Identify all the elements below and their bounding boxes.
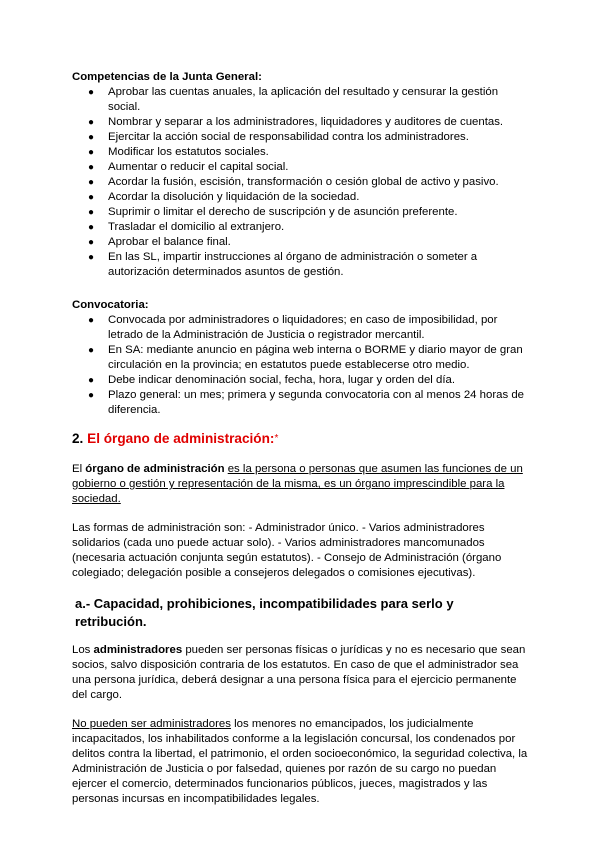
list-item-text: Suprimir o limitar el derecho de suscripción y de asunción preferente. (108, 206, 458, 218)
section-number: 2. (72, 431, 84, 446)
paragraph-organo-definition (72, 462, 528, 507)
list-item-text: Debe indicar denominación social, fecha, hora, lugar y orden del día. (108, 374, 455, 386)
paragraph-administradores (72, 643, 528, 703)
junta-heading: Competencias de la Junta General: (72, 71, 262, 83)
paragraph-formas-administracion: Las formas de administración son: - Administrador único. - Varios administradores solidarios (cada uno puede actuar solo). - Varios administradores mancomunados (necesaria actuación conjunta según estatutos). - Consejo de Administración (órgano colegiado; delegación posible a consejeros delegados o comisiones ejecutivas). (72, 522, 502, 579)
section-2-heading (72, 430, 528, 448)
asterisk-mark: * (274, 433, 279, 444)
subsection-a-heading: a.- Capacidad, prohibiciones, incompatibilidades para serlo y retribución. (75, 596, 454, 629)
list-item (72, 388, 528, 418)
list-item (72, 130, 528, 145)
bullet-icon: ● (88, 222, 95, 233)
para1-underlined-definition: es la persona o personas que asumen las funciones de un gobierno o gestión y representación de la misma, es un órgano imprescindible para la sociedad. (72, 463, 523, 505)
bullet-icon: ● (88, 177, 95, 188)
para3-bold-term: administradores (93, 644, 183, 656)
bullet-icon: ● (88, 252, 95, 263)
bullet-icon: ● (88, 345, 95, 356)
para3-rest: pueden ser personas físicas o jurídicas y no es necesario que sean socios, salvo disposición contraria de los estatutos. En caso de que el administrador sea una persona jurídica, deberá designar a una persona física para el ejercicio permanente del cargo. (72, 644, 526, 701)
list-item (72, 373, 528, 388)
list-item (72, 115, 528, 130)
list-item-text: Convocada por administradores o liquidadores; en caso de imposibilidad, por letrado de la Administración de Justicia o registrador mercantil. (108, 314, 498, 341)
bullet-icon: ● (88, 132, 95, 143)
bullet-icon: ● (88, 390, 95, 401)
bullet-icon: ● (88, 207, 95, 218)
list-item (72, 175, 528, 190)
list-item-text: Aumentar o reducir el capital social. (108, 161, 289, 173)
para4-rest: los menores no emancipados, los judicialmente incapacitados, los inhabilitados conforme a la legislación concursal, los condenados por delitos contra la libertad, el patrimonio, el orden socioeconómico, la seguridad colectiva, la Administración de Justicia o por falsedad, quienes por razón de su cargo no puedan ejercer el comercio, determinados funcionarios públicos, jueces, magistrados y las personas incursas en incompatibilidades legales. (72, 718, 528, 805)
list-item-text: Modificar los estatutos sociales. (108, 146, 269, 158)
list-item (72, 220, 528, 235)
list-item (72, 160, 528, 175)
para4-underlined-lead: No pueden ser administradores (72, 718, 231, 730)
list-item-text: Plazo general: un mes; primera y segunda convocatoria con al menos 24 horas de diferencia. (108, 389, 524, 416)
list-item (72, 85, 528, 115)
convocatoria-list (72, 313, 528, 418)
document-content (72, 70, 528, 807)
list-item-text: Nombrar y separar a los administradores, liquidadores y auditores de cuentas. (108, 116, 504, 128)
bullet-icon: ● (88, 237, 95, 248)
bullet-icon: ● (88, 117, 95, 128)
list-item-text: Ejercitar la acción social de responsabilidad contra los administradores. (108, 131, 469, 143)
list-item (72, 205, 528, 220)
list-item (72, 313, 528, 343)
para1-lead: El (72, 463, 86, 475)
bullet-icon: ● (88, 375, 95, 386)
list-item-text: En SA: mediante anuncio en página web interna o BORME y diario mayor de gran circulación en la provincia; en estatutos puede establecerse otro medio. (108, 344, 523, 371)
list-item (72, 343, 528, 373)
bullet-icon: ● (88, 162, 95, 173)
list-item-text: Aprobar las cuentas anuales, la aplicación del resultado y censurar la gestión social. (108, 86, 499, 113)
list-item-text: Acordar la disolución y liquidación de la sociedad. (108, 191, 360, 203)
list-item (72, 145, 528, 160)
para3-lead: Los (72, 644, 94, 656)
list-item-text: Acordar la fusión, escisión, transformación o cesión global de activo y pasivo. (108, 176, 499, 188)
bullet-icon: ● (88, 147, 95, 158)
convocatoria-heading: Convocatoria: (72, 299, 149, 311)
list-item-text: En las SL, impartir instrucciones al órgano de administración o someter a autorización determinados asuntos de gestión. (108, 251, 478, 278)
list-item-text: Aprobar el balance final. (108, 236, 231, 248)
list-item (72, 235, 528, 250)
section-title: El órgano de administración: (87, 431, 275, 446)
para1-bold-term: órgano de administración (85, 463, 225, 475)
list-item-text: Trasladar el domicilio al extranjero. (108, 221, 285, 233)
list-item (72, 190, 528, 205)
bullet-icon: ● (88, 315, 95, 326)
bullet-icon: ● (88, 87, 95, 98)
list-item (72, 250, 528, 280)
junta-list (72, 85, 528, 280)
bullet-icon: ● (88, 192, 95, 203)
paragraph-prohibiciones (72, 717, 528, 807)
